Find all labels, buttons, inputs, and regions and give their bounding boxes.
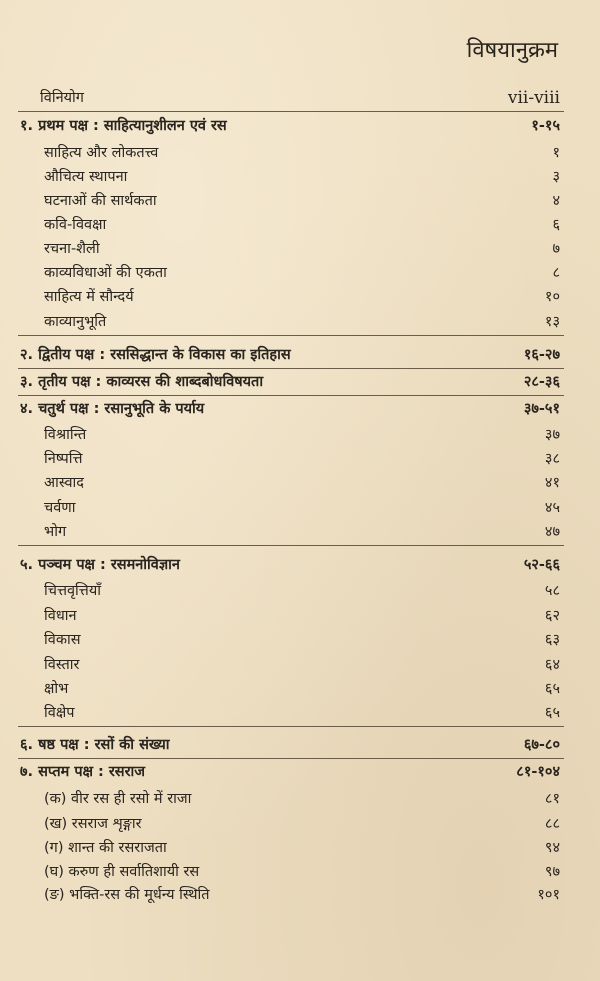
toc-entry-page-number: १-१५ bbox=[531, 118, 560, 134]
toc-subsection-row bbox=[0, 520, 600, 544]
toc-entry-label: (क) वीर रस ही रसो में राजा bbox=[44, 791, 192, 807]
toc-entry-page-number: ३७ bbox=[544, 427, 560, 443]
toc-entry-label: कवि-विवक्षा bbox=[44, 217, 107, 233]
toc-subsection-row bbox=[0, 165, 600, 189]
toc-entry-page-number: ६७-८० bbox=[523, 737, 560, 753]
toc-chapter-row bbox=[0, 553, 600, 577]
toc-entry-page-number: १० bbox=[544, 289, 560, 305]
toc-entry-label: काव्यविधाओं की एकता bbox=[44, 265, 167, 281]
toc-entry-page-number: १ bbox=[552, 145, 560, 161]
toc-subsection-row bbox=[0, 447, 600, 471]
toc-chapter-row bbox=[0, 733, 600, 757]
page-title: विषयानुक्रम bbox=[466, 38, 558, 63]
toc-entry-label: विश्रान्ति bbox=[44, 427, 87, 443]
section-divider bbox=[18, 545, 564, 546]
toc-subsection-row bbox=[0, 285, 600, 309]
toc-preface-row bbox=[0, 86, 600, 110]
section-divider bbox=[18, 758, 564, 759]
toc-entry-page-number: ६३ bbox=[544, 632, 560, 648]
toc-subsection-row bbox=[0, 261, 600, 285]
toc-entry-label: चित्तवृत्तियाँ bbox=[44, 583, 101, 599]
toc-entry-page-number: ८८ bbox=[544, 816, 560, 832]
toc-entry-page-number: १०१ bbox=[537, 887, 560, 903]
toc-entry-page-number: ५२-६६ bbox=[523, 557, 560, 573]
toc-entry-label: (घ) करुण ही सर्वातिशायी रस bbox=[44, 864, 200, 880]
toc-subsection-row bbox=[0, 836, 600, 860]
toc-subsection-row bbox=[0, 677, 600, 701]
toc-entry-page-number: vii-viii bbox=[507, 88, 560, 108]
section-divider bbox=[18, 395, 564, 396]
toc-entry-page-number: ३८ bbox=[544, 451, 560, 467]
toc-entry-label: ४. चतुर्थ पक्ष : रसानुभूति के पर्याय bbox=[20, 401, 205, 417]
toc-entry-label: रचना-शैली bbox=[44, 241, 100, 257]
toc-subsection-row bbox=[0, 628, 600, 652]
toc-subsection-row bbox=[0, 471, 600, 495]
toc-entry-label: साहित्य में सौन्दर्य bbox=[44, 289, 134, 305]
toc-entry-page-number: १६-२७ bbox=[523, 347, 560, 363]
toc-entry-page-number: ६४ bbox=[544, 657, 560, 673]
section-divider bbox=[18, 111, 564, 112]
toc-chapter-row bbox=[0, 760, 600, 784]
toc-entry-page-number: ६२ bbox=[544, 608, 560, 624]
toc-entry-label: विधान bbox=[44, 608, 77, 624]
toc-entry-label: विकास bbox=[44, 632, 81, 648]
toc-subsection-row bbox=[0, 423, 600, 447]
toc-entry-page-number: १३ bbox=[544, 314, 560, 330]
toc-subsection-row bbox=[0, 213, 600, 237]
toc-subsection-row bbox=[0, 653, 600, 677]
toc-entry-label: भोग bbox=[44, 524, 67, 540]
toc-entry-label: ६. षष्ठ पक्ष : रसों की संख्या bbox=[20, 737, 170, 753]
toc-entry-label: घटनाओं की सार्थकता bbox=[44, 193, 157, 209]
toc-entry-label: औचित्य स्थापना bbox=[44, 169, 128, 185]
toc-entry-page-number: ५८ bbox=[544, 583, 560, 599]
toc-entry-page-number: ७ bbox=[552, 241, 560, 257]
toc-entry-page-number: ३ bbox=[552, 169, 560, 185]
toc-entry-page-number: ३७-५१ bbox=[523, 401, 560, 417]
toc-subsection-row bbox=[0, 860, 600, 884]
toc-entry-page-number: २८-३६ bbox=[523, 374, 560, 390]
toc-subsection-row bbox=[0, 787, 600, 811]
toc-entry-label: साहित्य और लोकतत्त्व bbox=[44, 145, 159, 161]
toc-entry-label: विस्तार bbox=[44, 657, 80, 673]
toc-entry-label: ३. तृतीय पक्ष : काव्यरस की शाब्दबोधविषयता bbox=[20, 374, 264, 390]
toc-entry-page-number: ८ bbox=[552, 265, 560, 281]
toc-entry-label: विनियोग bbox=[40, 90, 84, 106]
toc-chapter-row bbox=[0, 114, 600, 138]
toc-subsection-row bbox=[0, 812, 600, 836]
toc-entry-label: काव्यानुभूति bbox=[44, 314, 107, 330]
toc-entry-page-number: ८१-१०४ bbox=[516, 764, 560, 780]
toc-entry-label: विक्षेप bbox=[44, 705, 75, 721]
toc-entry-label: १. प्रथम पक्ष : साहित्यानुशीलन एवं रस bbox=[20, 118, 227, 134]
toc-entry-page-number: ६५ bbox=[544, 681, 560, 697]
toc-entry-label: (ङ) भक्ति-रस की मूर्धन्य स्थिति bbox=[44, 887, 210, 903]
toc-entry-page-number: ९७ bbox=[544, 864, 560, 880]
toc-subsection-row bbox=[0, 701, 600, 725]
toc-subsection-row bbox=[0, 579, 600, 603]
toc-entry-page-number: ६ bbox=[552, 217, 560, 233]
toc-subsection-row bbox=[0, 604, 600, 628]
toc-entry-page-number: ४७ bbox=[544, 524, 560, 540]
toc-entry-label: चर्वणा bbox=[44, 500, 76, 516]
section-divider bbox=[18, 726, 564, 727]
toc-entry-label: ५. पञ्चम पक्ष : रसमनोविज्ञान bbox=[20, 557, 180, 573]
section-divider bbox=[18, 368, 564, 369]
toc-entry-label: (ख) रसराज शृङ्गार bbox=[44, 816, 142, 832]
toc-subsection-row bbox=[0, 189, 600, 213]
toc-entry-page-number: ४५ bbox=[544, 500, 560, 516]
toc-chapter-row bbox=[0, 343, 600, 367]
section-divider bbox=[18, 335, 564, 336]
toc-chapter-row bbox=[0, 397, 600, 421]
toc-subsection-row bbox=[0, 883, 600, 907]
toc-entry-label: (ग) शान्त की रसराजता bbox=[44, 840, 167, 856]
toc-entry-page-number: ८१ bbox=[544, 791, 560, 807]
toc-entry-label: आस्वाद bbox=[44, 475, 84, 491]
toc-subsection-row bbox=[0, 237, 600, 261]
toc-chapter-row bbox=[0, 370, 600, 394]
toc-subsection-row bbox=[0, 496, 600, 520]
toc-entry-page-number: ४१ bbox=[544, 475, 560, 491]
toc-entry-page-number: ६५ bbox=[544, 705, 560, 721]
toc-entry-label: क्षोभ bbox=[44, 681, 69, 697]
toc-entry-label: ७. सप्तम पक्ष : रसराज bbox=[20, 764, 146, 780]
toc-entry-label: निष्पत्ति bbox=[44, 451, 83, 467]
toc-entry-page-number: ४ bbox=[552, 193, 560, 209]
toc-entry-page-number: ९४ bbox=[544, 840, 560, 856]
toc-subsection-row bbox=[0, 310, 600, 334]
toc-entry-label: २. द्वितीय पक्ष : रससिद्धान्त के विकास का इतिहास bbox=[20, 347, 291, 363]
toc-subsection-row bbox=[0, 141, 600, 165]
